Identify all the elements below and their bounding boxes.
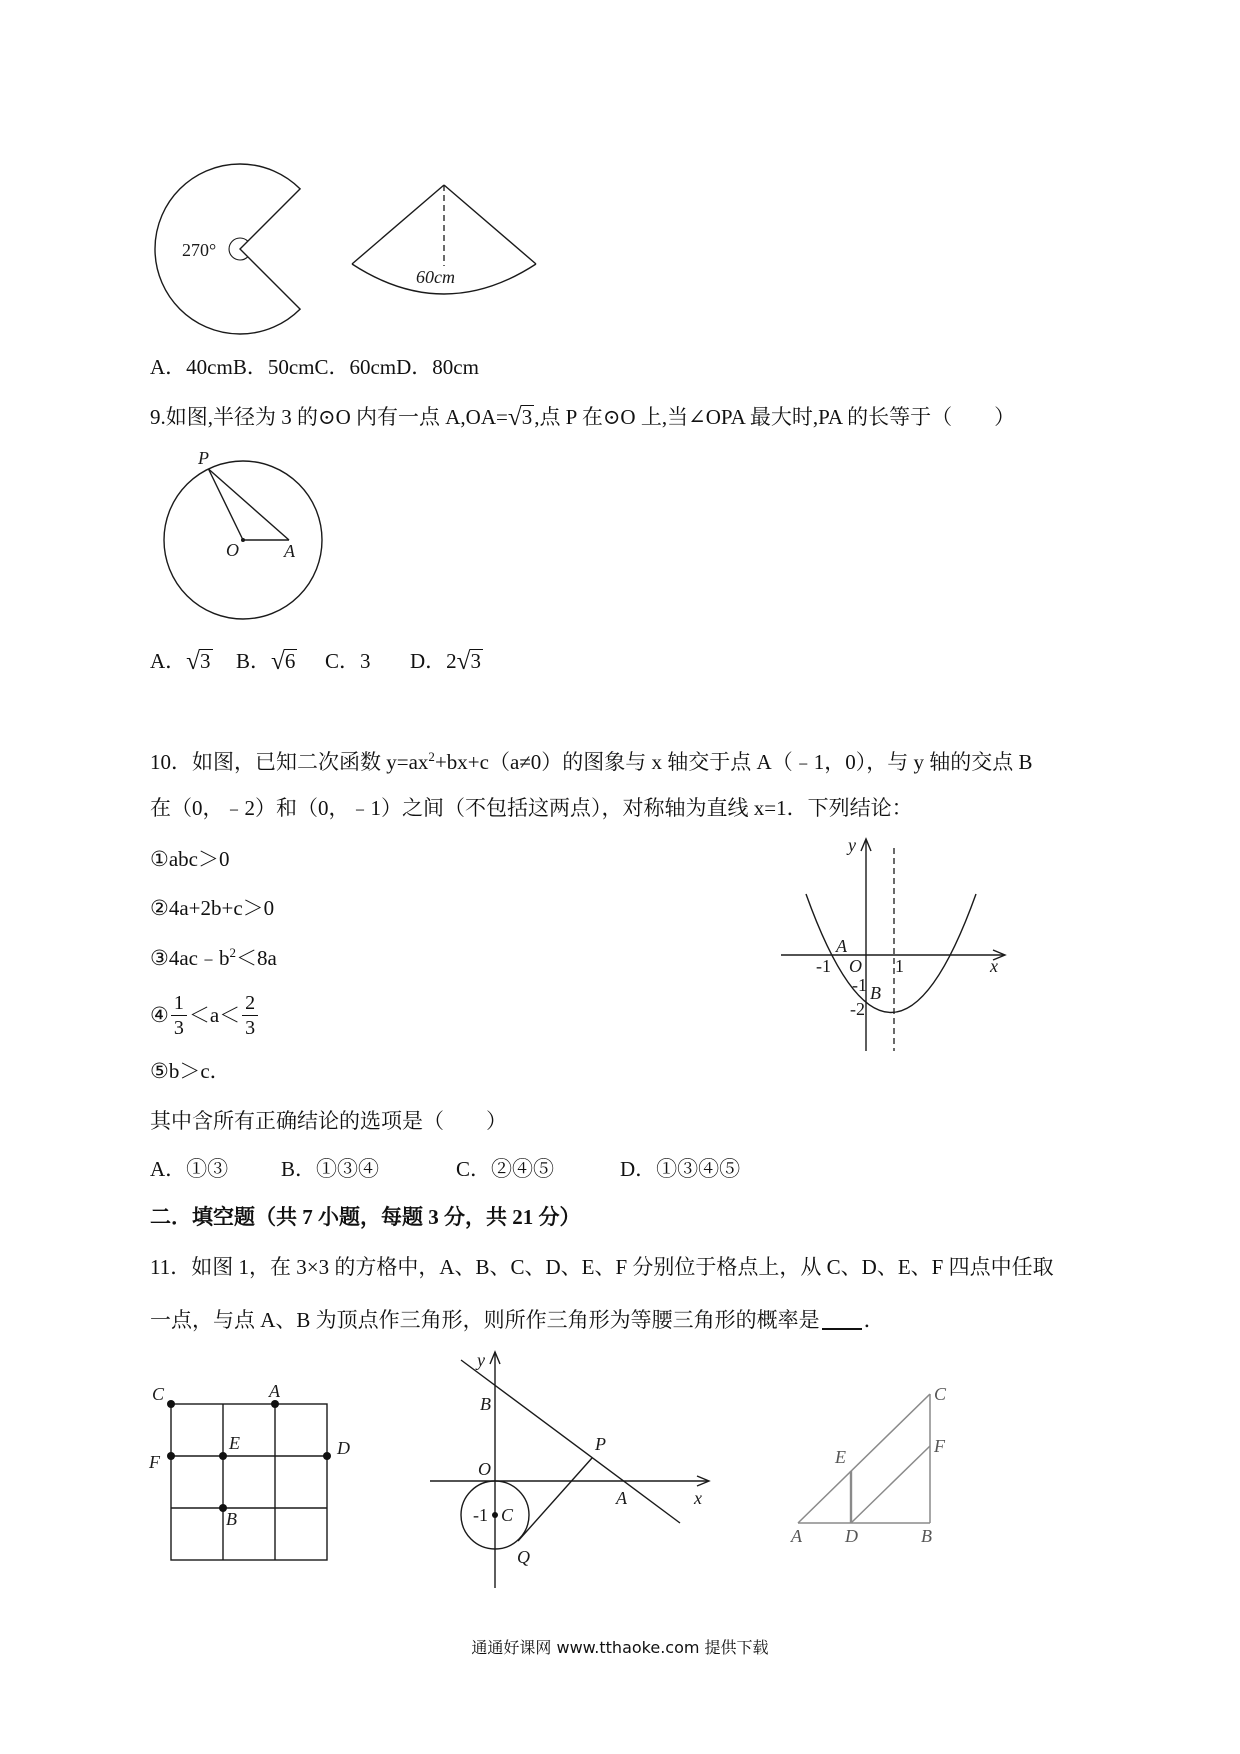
q11-period: ． <box>863 1308 885 1332</box>
dot-a <box>271 1400 279 1408</box>
q11-stem-line1: 11．如图 1，在 3×3 的方格中，A、B、C、D、E、F 分别位于格点上，从 C、D、E、F 四点中任取 <box>150 1255 1054 1279</box>
sector-outline <box>155 164 300 334</box>
label-a: A <box>284 541 295 561</box>
line-ab <box>461 1360 680 1523</box>
radicand: 3 <box>470 649 481 673</box>
option-letter: C． <box>325 649 361 673</box>
label-b: B <box>480 1394 491 1414</box>
q11-text: 一点，与点 A、B 为顶点作三角形，则所作三角形为等腰三角形的概率是 <box>150 1308 820 1332</box>
superscript: 2 <box>229 945 236 961</box>
option-letter: B． <box>236 649 272 673</box>
grid-border <box>171 1404 327 1560</box>
option-letter: A． <box>150 649 187 673</box>
q10-conclusion-4 <box>150 989 260 1041</box>
q11-stem-line2 <box>150 1307 885 1333</box>
label-y: y <box>477 1350 485 1370</box>
numerator: 2 <box>242 992 258 1016</box>
label-a: A <box>791 1526 802 1546</box>
conclusion-text: ＜8a <box>235 946 277 970</box>
option-value: 3 <box>360 649 371 673</box>
cone-slant-left <box>352 185 444 264</box>
label-q: Q <box>517 1547 530 1567</box>
sector-angle-label: 270° <box>182 240 217 260</box>
label-c: C <box>501 1505 514 1525</box>
label-p: P <box>198 448 209 468</box>
option-coef: 2 <box>446 649 457 673</box>
segment-pa <box>209 469 290 540</box>
q9-stem-start: 9.如图,半径为 3 的⊙O 内有一点 A,OA= <box>150 405 508 429</box>
cone-base-label: 60cm <box>416 267 455 287</box>
label-c: C <box>152 1384 165 1404</box>
label-d: D <box>337 1438 350 1458</box>
q9-sqrt-expression <box>508 404 534 430</box>
label-x: x <box>990 956 998 976</box>
dot-f <box>167 1452 175 1460</box>
label-b: B <box>921 1526 932 1546</box>
label-y: y <box>848 835 856 855</box>
q9-stem <box>150 404 1015 430</box>
q9-stem-end: ,点 P 在⊙O 上,当∠OPA 最大时,PA 的长等于（ ） <box>534 405 1016 429</box>
label-neg1-y: -1 <box>852 975 867 995</box>
inequality-text: ＜a＜ <box>188 1003 241 1027</box>
q8-options: A．40cmB．50cmC．60cmD．80cm <box>150 355 479 379</box>
q10-conclusion-2: ②4a+2b+c＞0 <box>150 896 275 920</box>
dot-d <box>323 1452 331 1460</box>
label-d: D <box>845 1526 858 1546</box>
q10-text: 10．如图，已知二次函数 y=ax <box>150 750 429 774</box>
fraction-one-third <box>171 992 187 1039</box>
label-o: O <box>478 1459 491 1479</box>
q10-question: 其中含所有正确结论的选项是（ ） <box>150 1109 507 1133</box>
q10-option-b: B．①③④ <box>281 1157 380 1181</box>
denominator: 3 <box>173 1016 184 1039</box>
label-o: O <box>226 540 239 560</box>
q10-conclusion-3 <box>150 945 277 974</box>
q10-conclusion-1: ①abc＞0 <box>150 847 230 871</box>
cone-figure <box>352 185 536 294</box>
q9-option-d <box>410 646 483 676</box>
label-neg1-x: -1 <box>816 956 831 976</box>
grid-figure <box>148 1381 350 1560</box>
q10-stem-line1 <box>150 749 1032 778</box>
coordinate-circle-figure <box>430 1350 709 1588</box>
denominator: 3 <box>245 1016 256 1039</box>
label-neg2-y: -2 <box>850 999 865 1019</box>
q9-option-c <box>325 646 371 676</box>
segment-pq <box>518 1458 592 1541</box>
radical-sign: √ <box>507 404 522 431</box>
label-neg1: -1 <box>473 1505 488 1525</box>
sqrt-expression <box>186 646 212 676</box>
section-heading: 二．填空题（共 7 小题，每题 3 分，共 21 分） <box>150 1205 581 1229</box>
superscript: 2 <box>428 749 435 765</box>
q10-conclusion-5: ⑤b＞c． <box>150 1059 231 1083</box>
label-a: A <box>269 1381 280 1401</box>
sqrt-expression <box>457 646 483 676</box>
radicand: 3 <box>200 649 211 673</box>
label-b: B <box>226 1509 237 1529</box>
label-f: F <box>149 1452 160 1472</box>
radical-sign: √ <box>456 648 471 675</box>
radical-sign: √ <box>271 648 285 675</box>
label-p: P <box>595 1434 606 1454</box>
label-e: E <box>835 1447 846 1467</box>
label-e: E <box>229 1433 240 1453</box>
dot-e <box>219 1452 227 1460</box>
grid-lines <box>171 1404 327 1560</box>
label-o: O <box>849 956 862 976</box>
radicand: 6 <box>284 649 296 673</box>
radicand: 3 <box>521 405 533 429</box>
segment-ac <box>798 1394 930 1523</box>
center-c-dot <box>492 1512 498 1518</box>
q10-option-d: D．①③④⑤ <box>620 1157 741 1181</box>
q9-circle-figure <box>164 448 322 619</box>
angle-arc <box>229 238 248 260</box>
q10-option-c: C．②④⑤ <box>456 1157 555 1181</box>
q9-option-a <box>150 646 213 676</box>
parabola-curve <box>806 894 976 1013</box>
footer-watermark: 通通好课网 www.tthaoke.com 提供下载 <box>471 1638 769 1657</box>
q10-text: +bx+c（a≠0）的图象与 x 轴交于点 A（﹣1，0），与 y 轴的交点 B <box>434 750 1033 774</box>
radical-sign: √ <box>186 648 200 675</box>
numerator: 1 <box>171 992 187 1016</box>
parabola-graph <box>781 835 1005 1051</box>
dot-c <box>167 1400 175 1408</box>
option-letter: D． <box>410 649 447 673</box>
q10-option-a: A．①③ <box>150 1157 229 1181</box>
segment-df <box>851 1446 930 1523</box>
label-a: A <box>836 936 847 956</box>
label-b: B <box>870 983 881 1003</box>
cone-slant-right <box>444 185 536 264</box>
fraction-two-thirds <box>242 992 258 1039</box>
label-c: C <box>934 1384 947 1404</box>
point-o-dot <box>241 538 245 542</box>
label-one-x: 1 <box>895 956 904 976</box>
sector-figure <box>155 164 300 334</box>
conclusion-text: ③4ac﹣b <box>150 946 230 970</box>
q10-stem-line2: 在（0，﹣2）和（0，﹣1）之间（不包括这两点），对称轴为直线 x=1．下列结论： <box>150 796 913 820</box>
label-f: F <box>934 1436 945 1456</box>
answer-blank <box>822 1308 862 1330</box>
sqrt-expression <box>271 646 297 676</box>
triangle-figure <box>790 1384 947 1546</box>
conclusion-mark: ④ <box>150 1003 169 1027</box>
segment-po <box>209 469 244 540</box>
q9-option-b <box>236 646 297 676</box>
label-a: A <box>616 1488 627 1508</box>
label-x: x <box>694 1488 702 1508</box>
